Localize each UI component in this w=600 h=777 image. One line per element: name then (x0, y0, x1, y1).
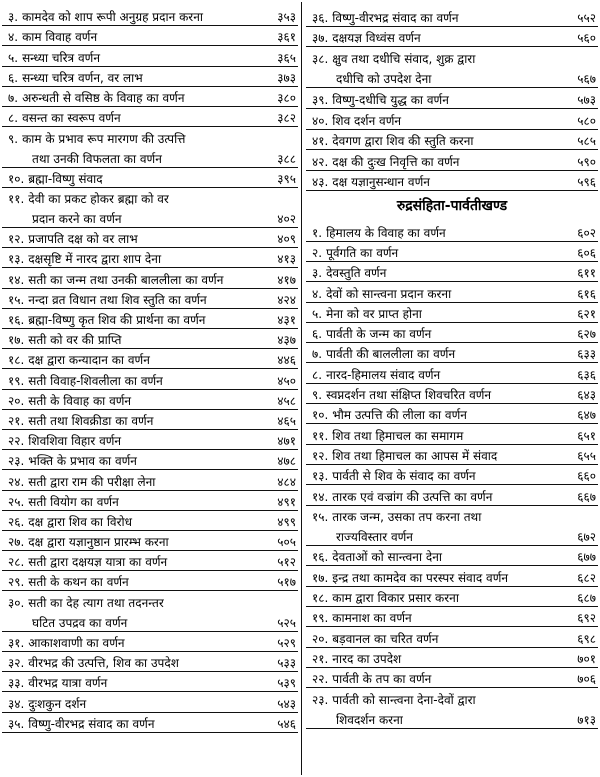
toc-entry (2, 228, 298, 248)
entry-title: पूर्वगति का वर्णन (326, 245, 399, 260)
entry-page-number: ४१३ (277, 252, 296, 267)
entry-number: २१. (8, 413, 25, 428)
entry-title: दुःशकुन दर्शन (28, 696, 87, 711)
entry-title: विष्णु-वीरभद्र संवाद का वर्णन (28, 716, 155, 731)
entry-number: १६. (8, 313, 25, 328)
entry-title: वसन्त का स्वरूप वर्णन (22, 111, 121, 126)
entry-number: १६. (312, 550, 329, 565)
entry-title: इन्द्र तथा कामदेव का परस्पर संवाद वर्णन (332, 570, 509, 585)
toc-entry (306, 130, 598, 151)
entry-number: १०. (312, 408, 329, 423)
toc-entry (2, 6, 298, 26)
entry-page-number: ५०५ (277, 535, 296, 550)
toc-entry (306, 27, 598, 48)
entry-title: सती का जन्म तथा उनकी बाललीला का वर्णन (28, 272, 224, 287)
entry-title: विष्णु-वीरभद्र संवाद का वर्णन (332, 10, 459, 25)
toc-entry (2, 450, 298, 470)
entry-number: ११. (312, 428, 329, 443)
toc-entry (306, 384, 598, 404)
toc-right-top-list (306, 6, 598, 191)
entry-page-number: ३५३ (277, 10, 296, 25)
toc-entry (2, 268, 298, 288)
entry-title: तारक एवं वज्रांग की उत्पत्ति का वर्णन (332, 489, 493, 504)
entry-title: सती के विवाह का वर्णन (28, 393, 132, 408)
toc-entry (2, 369, 298, 389)
entry-page-number: ५२५ (277, 615, 296, 630)
entry-title: शिव तथा हिमाचल का समागम (332, 428, 464, 443)
entry-page-number: ४४६ (277, 353, 296, 368)
entry-page-number: ३६१ (277, 30, 296, 45)
entry-title: देवी का प्रकट होकर ब्रह्मा को वर (28, 192, 169, 207)
toc-entry (2, 410, 298, 430)
entry-title: नन्दा व्रत विधान तथा शिव स्तुति का वर्णन (28, 292, 207, 307)
entry-page-number: ५१७ (277, 575, 296, 590)
section-heading: रुद्रसंहिता-पार्वतीखण्ड (396, 198, 508, 215)
toc-entry (306, 668, 598, 688)
toc-entry (2, 591, 298, 631)
entry-title: पार्वती से शिव के संवाद का वर्णन (332, 469, 476, 484)
entry-title-continued: प्रदान करने का वर्णन (32, 212, 122, 227)
entry-page-number: ६९२ (577, 611, 596, 626)
entry-page-number: ३६५ (277, 50, 296, 65)
entry-page-number: ६७७ (577, 550, 596, 565)
entry-number: १४. (312, 489, 329, 504)
entry-title: दक्ष की दुःख निवृत्ति का वर्णन (332, 154, 460, 169)
entry-title: काम द्वारा विकार प्रसार करना (332, 590, 459, 605)
entry-page-number: ४०९ (277, 232, 296, 247)
toc-entry (2, 46, 298, 66)
toc-entry (2, 692, 298, 712)
entry-page-number: ५६० (577, 31, 596, 46)
toc-entry (306, 343, 598, 363)
toc-entry (2, 390, 298, 410)
entry-page-number: ६३३ (577, 347, 596, 362)
toc-entry (2, 491, 298, 511)
entry-title: दक्ष द्वारा शिव का विरोध (28, 514, 132, 529)
entry-number: ३. (312, 266, 323, 281)
toc-entry (2, 672, 298, 692)
entry-number: ८. (8, 111, 19, 126)
entry-number: २२. (312, 672, 329, 687)
entry-number: २७. (8, 535, 25, 550)
entry-title: स्वप्नदर्शन तथा संक्षिप्त शिवचरित वर्णन (326, 388, 492, 403)
toc-entry (306, 262, 598, 282)
toc-entry (2, 107, 298, 127)
entry-number: २८. (8, 555, 25, 570)
entry-page-number: ६९८ (577, 631, 596, 646)
entry-page-number: ५३३ (277, 656, 296, 671)
entry-number: ४. (312, 286, 323, 301)
entry-page-number: ४३१ (277, 313, 296, 328)
entry-title: देवताओं को सान्त्वना देना (332, 550, 443, 565)
toc-entry (306, 6, 598, 27)
toc-entry (2, 309, 298, 329)
entry-page-number: ३८२ (277, 111, 296, 126)
entry-page-number: ६०६ (577, 245, 596, 260)
entry-page-number: ५८० (577, 113, 596, 128)
entry-title: देवस्तुति वर्णन (326, 266, 387, 281)
entry-title: दक्ष यज्ञानुसन्धान वर्णन (332, 175, 430, 190)
entry-number: ८. (312, 367, 323, 382)
entry-number: २३. (8, 454, 25, 469)
toc-entry (2, 248, 298, 268)
entry-number: ५. (312, 306, 323, 321)
entry-title: नारद का उपदेश (332, 651, 402, 666)
entry-title: दक्षयज्ञ विध्वंस वर्णन (332, 31, 421, 46)
entry-title-continued: राज्यविस्तार वर्णन (336, 530, 413, 545)
entry-page-number: ४५८ (277, 393, 296, 408)
toc-entry (306, 688, 598, 729)
toc-entry (306, 566, 598, 586)
entry-title-continued: दधीचि को उपदेश देना (336, 72, 432, 87)
entry-number: १९. (8, 373, 25, 388)
toc-entry (2, 632, 298, 652)
entry-title: शिव तथा हिमाचल का आपस में संवाद (332, 448, 498, 463)
entry-page-number: ५८५ (577, 134, 596, 149)
toc-entry (306, 171, 598, 192)
toc-entry (2, 652, 298, 672)
entry-title: बड़वानल का चरित वर्णन (332, 631, 439, 646)
toc-entry (306, 303, 598, 323)
entry-page-number: ६५५ (577, 448, 596, 463)
entry-title: काम विवाह वर्णन (22, 30, 98, 45)
entry-number: १८. (8, 353, 25, 368)
toc-entry (2, 571, 298, 591)
entry-number: ३४. (8, 696, 25, 711)
entry-title: ब्रह्मा-विष्णु संवाद (28, 171, 103, 186)
toc-entry (306, 506, 598, 547)
toc-entry (2, 127, 298, 167)
entry-number: २१. (312, 651, 329, 666)
entry-title: शिवशिवा विहार वर्णन (28, 434, 122, 449)
entry-number: १०. (8, 171, 25, 186)
entry-number: ३१. (8, 636, 25, 651)
entry-number: ४१. (312, 134, 329, 149)
entry-page-number: ६१६ (577, 286, 596, 301)
toc-entry (306, 242, 598, 262)
entry-page-number: ५२९ (277, 636, 296, 651)
entry-number: ११. (8, 192, 25, 207)
entry-number: १३. (312, 469, 329, 484)
toc-entry (2, 289, 298, 309)
entry-page-number: ३८८ (277, 151, 296, 166)
entry-title-continued: तथा उनकी विफलता का वर्णन (32, 151, 162, 166)
toc-left-column (2, 6, 298, 733)
toc-entry (306, 282, 598, 302)
entry-page-number: ६३६ (577, 367, 596, 382)
entry-page-number: ६६७ (577, 489, 596, 504)
entry-page-number: ६८७ (577, 590, 596, 605)
entry-page-number: ६२१ (577, 306, 596, 321)
entry-title: ब्रह्मा-विष्णु कृत शिव की प्रार्थना का वर्णन (28, 313, 206, 328)
entry-title: पार्वती के जन्म का वर्णन (326, 327, 432, 342)
entry-number: ३. (8, 10, 19, 25)
toc-entry (2, 531, 298, 551)
toc-entry (306, 627, 598, 647)
entry-title: भौम उत्पत्ति की लीला का वर्णन (332, 408, 467, 423)
entry-title: आकाशवाणी का वर्णन (28, 636, 125, 651)
entry-number: ३२. (8, 656, 25, 671)
entry-page-number: ६०२ (577, 225, 596, 240)
entry-page-number: ४१७ (277, 272, 296, 287)
toc-entry (306, 109, 598, 130)
entry-title: तारक जन्म, उसका तप करना तथा (332, 510, 482, 525)
entry-title: पार्वती को सान्त्वना देना-देवों द्वारा (332, 692, 476, 707)
toc-entry (306, 323, 598, 343)
entry-number: १. (312, 225, 323, 240)
toc-entry (2, 430, 298, 450)
entry-title: काम के प्रभाव रूप मारगण की उत्पत्ति (22, 131, 186, 146)
entry-title: अरुन्धती से वसिष्ठ के विवाह का वर्णन (22, 90, 185, 105)
entry-number: ६. (8, 70, 19, 85)
entry-page-number: ६२७ (577, 327, 596, 342)
toc-entry (2, 329, 298, 349)
entry-number: २२. (8, 434, 25, 449)
toc-entry (306, 546, 598, 566)
entry-number: २०. (8, 393, 25, 408)
entry-page-number: ५१२ (277, 555, 296, 570)
entry-number: १४. (8, 272, 25, 287)
entry-page-number: ४५० (277, 373, 296, 388)
toc-entry (2, 168, 298, 188)
entry-page-number: ५९० (577, 154, 596, 169)
toc-entry (306, 648, 598, 668)
entry-title: क्षुव तथा दधीचि संवाद, शुक्र द्वारा (332, 52, 476, 67)
entry-number: १७. (8, 333, 25, 348)
entry-page-number: ७१३ (577, 712, 596, 727)
entry-page-number: ६८२ (577, 570, 596, 585)
entry-title: मेना को वर प्राप्त होना (326, 306, 422, 321)
entry-title: दक्षसृष्टि में नारद द्वारा शाप देना (28, 252, 162, 267)
entry-page-number: ४७१ (277, 434, 296, 449)
entry-title: देवगण द्वारा शिव की स्तुति करना (332, 134, 474, 149)
entry-number: ६. (312, 327, 323, 342)
entry-number: ७. (8, 90, 19, 105)
entry-title: सती द्वारा दक्षयज्ञ यात्रा का वर्णन (28, 555, 168, 570)
entry-page-number: ४६५ (277, 413, 296, 428)
toc-entry (2, 551, 298, 571)
entry-page-number: ४३७ (277, 333, 296, 348)
toc-entry (306, 607, 598, 627)
entry-number: १५. (8, 292, 25, 307)
entry-page-number: ६११ (577, 266, 596, 281)
toc-entry (2, 87, 298, 107)
toc-entry (2, 713, 298, 733)
entry-page-number: ५४६ (277, 716, 296, 731)
entry-number: २९. (8, 575, 25, 590)
entry-number: २३. (312, 692, 329, 707)
toc-entry (306, 221, 598, 241)
toc-entry (2, 67, 298, 87)
entry-number: ५. (8, 50, 19, 65)
entry-title: पार्वती की बाललीला का वर्णन (326, 347, 456, 362)
toc-entry (306, 47, 598, 88)
entry-number: १२. (8, 232, 25, 247)
entry-page-number: ५९६ (577, 175, 596, 190)
toc-entry (306, 404, 598, 424)
toc-entry (306, 363, 598, 383)
entry-title: सती को वर की प्राप्ति (28, 333, 122, 348)
entry-number: २४. (8, 474, 25, 489)
entry-title: दक्ष द्वारा कन्यादान का वर्णन (28, 353, 150, 368)
entry-number: ९. (8, 131, 19, 146)
entry-page-number: ३९५ (277, 171, 296, 186)
entry-page-number: ४०२ (277, 212, 296, 227)
toc-entry (306, 424, 598, 444)
entry-number: १९. (312, 611, 329, 626)
entry-page-number: ६७२ (577, 530, 596, 545)
entry-title: हिमालय के विवाह का वर्णन (326, 225, 446, 240)
entry-page-number: ४२४ (277, 292, 296, 307)
entry-number: ३६. (312, 10, 329, 25)
entry-title: वीरभद्र की उत्पत्ति, शिव का उपदेश (28, 656, 179, 671)
entry-number: २०. (312, 631, 329, 646)
entry-number: १३. (8, 252, 25, 267)
entry-number: ४. (8, 30, 19, 45)
entry-page-number: ४९९ (277, 514, 296, 529)
entry-title: वीरभद्र यात्रा वर्णन (28, 676, 108, 691)
entry-title: सती का देह त्याग तथा तदनन्तर (28, 596, 164, 611)
entry-title: विष्णु-दधीचि युद्ध का वर्णन (332, 92, 449, 107)
entry-title-continued: शिवदर्शन करना (336, 712, 403, 727)
entry-number: २५. (8, 494, 25, 509)
entry-title: सती तथा शिवक्रीडा का वर्णन (28, 413, 154, 428)
entry-page-number: ५७३ (577, 92, 596, 107)
entry-page-number: ४९१ (277, 494, 296, 509)
entry-page-number: ३७३ (277, 70, 296, 85)
entry-title: सती वियोग का वर्णन (28, 494, 119, 509)
entry-number: १५. (312, 510, 329, 525)
toc-entry (2, 511, 298, 531)
entry-title-continued: घटित उपद्रव का वर्णन (32, 615, 128, 630)
entry-page-number: ६५१ (577, 428, 596, 443)
entry-number: १८. (312, 590, 329, 605)
entry-page-number: ६४७ (577, 408, 596, 423)
entry-title: सन्ध्या चरित्र वर्णन, वर लाभ (22, 70, 143, 85)
toc-entry (306, 445, 598, 465)
entry-number: ३५. (8, 716, 25, 731)
entry-page-number: ४८४ (277, 474, 296, 489)
entry-title: पार्वती के तप का वर्णन (332, 672, 432, 687)
entry-number: ३३. (8, 676, 25, 691)
entry-number: ३०. (8, 596, 25, 611)
entry-title: सती के कथन का वर्णन (28, 575, 129, 590)
entry-number: १२. (312, 448, 329, 463)
entry-number: २६. (8, 514, 25, 529)
entry-title: सन्ध्या चरित्र वर्णन (22, 50, 100, 65)
column-divider (301, 2, 302, 775)
entry-number: २. (312, 245, 323, 260)
entry-title: देवों को सान्त्वना प्रदान करना (326, 286, 452, 301)
toc-entry (2, 349, 298, 369)
entry-title: शिव दर्शन वर्णन (332, 113, 402, 128)
entry-title: भक्ति के प्रभाव का वर्णन (28, 454, 137, 469)
entry-title: नारद-हिमालय संवाद वर्णन (326, 367, 441, 382)
toc-entry (2, 26, 298, 46)
entry-number: ७. (312, 347, 323, 362)
entry-number: ३७. (312, 31, 329, 46)
entry-page-number: ६४३ (577, 388, 596, 403)
entry-title: सती विवाह-शिवलीला का वर्णन (28, 373, 163, 388)
entry-number: १७. (312, 570, 329, 585)
toc-entry (2, 188, 298, 228)
entry-title: कामनाश का वर्णन (332, 611, 412, 626)
toc-entry (306, 150, 598, 171)
entry-number: ४३. (312, 175, 329, 190)
toc-entry (306, 465, 598, 485)
entry-page-number: ५३९ (277, 676, 296, 691)
entry-page-number: ४७८ (277, 454, 296, 469)
toc-right-bottom-list (306, 221, 598, 728)
entry-page-number: ७०१ (577, 651, 596, 666)
toc-entry (306, 485, 598, 505)
entry-title: सती द्वारा राम की परीक्षा लेना (28, 474, 156, 489)
toc-right-column (306, 6, 598, 729)
entry-number: ३९. (312, 92, 329, 107)
toc-entry (2, 470, 298, 490)
toc-entry (306, 587, 598, 607)
toc-entry (306, 88, 598, 109)
entry-page-number: ५४३ (277, 696, 296, 711)
entry-number: ३८. (312, 52, 329, 67)
entry-number: ४०. (312, 113, 329, 128)
entry-page-number: ५५२ (577, 10, 596, 25)
entry-title: प्रजापति दक्ष को वर लाभ (28, 232, 138, 247)
entry-page-number: ३८० (277, 90, 296, 105)
entry-number: ४२. (312, 154, 329, 169)
entry-page-number: ७०६ (577, 672, 596, 687)
entry-title: कामदेव को शाप रूपी अनुग्रह प्रदान करना (22, 10, 203, 25)
entry-page-number: ५६७ (577, 72, 596, 87)
entry-page-number: ६६० (577, 469, 596, 484)
entry-number: ९. (312, 388, 323, 403)
entry-title: दक्ष द्वारा यज्ञानुष्ठान प्रारम्भ करना (28, 535, 169, 550)
